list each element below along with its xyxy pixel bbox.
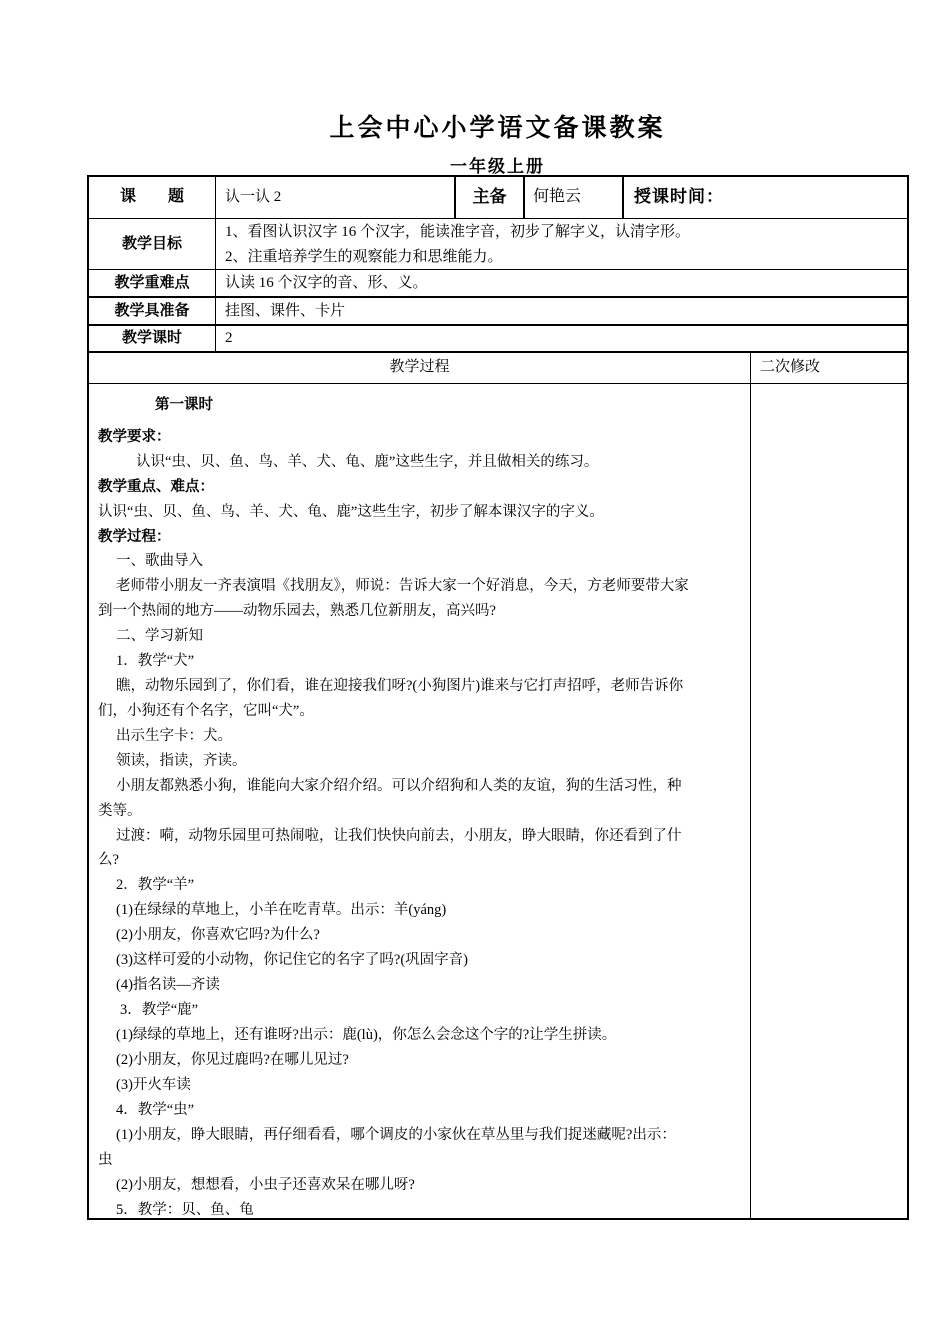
goals-label: 教学目标 xyxy=(121,236,182,252)
body-line: 二、学习新知 xyxy=(116,628,203,644)
materials-label: 教学具准备 xyxy=(114,303,190,319)
column-divider xyxy=(215,177,216,352)
goals-line: 2、注重培养学生的观察能力和思维能力。 xyxy=(225,249,503,265)
process-header: 教学过程 xyxy=(389,359,450,375)
body-line: 小朋友都熟悉小狗，谁能向大家介绍介绍。可以介绍狗和人类的友谊，狗的生活习性，种 xyxy=(116,778,682,794)
body-line: 1．教学“犬” xyxy=(116,653,195,669)
body-line: 么? xyxy=(98,852,119,868)
subtitle-text: 一年级上册 xyxy=(450,157,545,176)
column-divider xyxy=(622,177,624,218)
class-hours-value: 2 xyxy=(225,330,233,346)
row-divider xyxy=(89,324,907,326)
body-line: (4)指名读—齐读 xyxy=(116,977,220,993)
body-line: (3)开火车读 xyxy=(116,1077,191,1093)
column-divider xyxy=(750,352,751,1220)
body-line: 一、歌曲导入 xyxy=(116,553,203,569)
body-line: 们，小狗还有个名字，它叫“犬”。 xyxy=(98,703,314,719)
topic-value: 认一认 2 xyxy=(225,189,282,205)
row-divider xyxy=(89,218,907,219)
column-divider xyxy=(523,177,525,218)
body-line: 出示生字卡：犬。 xyxy=(116,728,232,744)
body-line: 3．教学“鹿” xyxy=(120,1002,199,1018)
row-divider xyxy=(89,383,907,384)
revision-header: 二次修改 xyxy=(760,359,821,375)
body-line: (1)在绿绿的草地上，小羊在吃青草。出示：羊(yáng) xyxy=(116,902,447,918)
section-heading: 教学重点、难点： xyxy=(98,479,214,495)
section-heading: 教学过程： xyxy=(98,529,171,545)
section-heading: 教学要求： xyxy=(98,429,171,445)
materials-value: 挂图、课件、卡片 xyxy=(225,303,346,319)
body-line: 2．教学“羊” xyxy=(116,877,195,893)
body-line: 到一个热闹的地方——动物乐园去，熟悉几位新朋友，高兴吗? xyxy=(98,603,496,619)
body-line: (3)这样可爱的小动物，你记住它的名字了吗?(巩固字音) xyxy=(116,952,468,968)
body-line: 过渡：嗬，动物乐园里可热闹啦，让我们快快向前去，小朋友，睁大眼睛，你还看到了什 xyxy=(116,828,682,844)
body-line: 瞧，动物乐园到了，你们看，谁在迎接我们呀?(小狗图片)谁来与它打声招呼，老师告诉你 xyxy=(116,678,684,694)
body-line: 5．教学：贝、鱼、龟 xyxy=(116,1202,254,1218)
body-line: 领读，指读，齐读。 xyxy=(116,753,247,769)
body-line: (2)小朋友，想想看，小虫子还喜欢呆在哪儿呀? xyxy=(116,1177,415,1193)
key-points-value: 认读 16 个汉字的音、形、义。 xyxy=(225,275,428,291)
time-label: 授课时间： xyxy=(634,187,724,206)
session-heading: 第一课时 xyxy=(155,397,213,413)
row-divider xyxy=(89,351,907,353)
row-divider xyxy=(89,269,907,270)
body-line: (2)小朋友，你喜欢它吗?为什么? xyxy=(116,927,320,943)
lead-label: 主备 xyxy=(472,187,507,206)
class-hours-label: 教学课时 xyxy=(121,330,182,346)
lesson-plan-table xyxy=(87,175,909,1220)
body-line: 4．教学“虫” xyxy=(116,1102,195,1118)
topic-label: 课 题 xyxy=(119,188,184,205)
body-line: (2)小朋友，你见过鹿吗?在哪儿见过? xyxy=(116,1052,349,1068)
goals-line: 1、看图认识汉字 16 个汉字，能读准字音，初步了解字义，认清字形。 xyxy=(225,224,691,240)
body-line: (1)绿绿的草地上，还有谁呀?出示：鹿(lù)，你怎么会念这个字的?让学生拼读。 xyxy=(116,1027,617,1043)
body-line: 类等。 xyxy=(98,803,142,819)
row-divider xyxy=(89,296,907,298)
document-title: 上会中心小学语文备课教案 xyxy=(329,115,666,142)
key-points-label: 教学重难点 xyxy=(114,275,190,291)
body-line: 虫 xyxy=(98,1152,113,1168)
body-line: 老师带小朋友一齐表演唱《找朋友》，师说：告诉大家一个好消息，今天，方老师要带大家 xyxy=(116,578,689,594)
document-subtitle xyxy=(0,152,950,177)
lead-value: 何艳云 xyxy=(533,188,582,205)
body-line: (1)小朋友，睁大眼睛，再仔细看看，哪个调皮的小家伙在草丛里与我们捉迷藏呢?出示： xyxy=(116,1127,676,1143)
body-line: 认识“虫、贝、鱼、鸟、羊、犬、龟、鹿”这些生字，并且做相关的练习。 xyxy=(136,454,599,470)
body-line: 认识“虫、贝、鱼、鸟、羊、犬、龟、鹿”这些生字，初步了解本课汉字的字义。 xyxy=(98,504,604,520)
